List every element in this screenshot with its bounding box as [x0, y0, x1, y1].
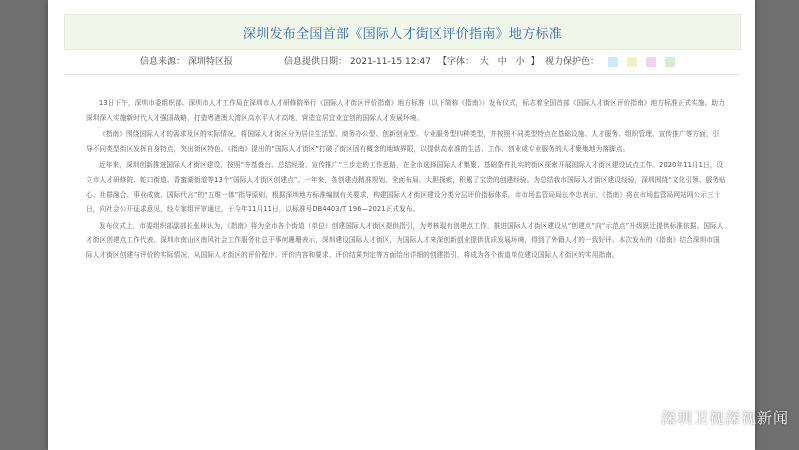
article-body [86, 96, 726, 265]
article-meta [48, 52, 755, 70]
wechat-icon [633, 409, 655, 427]
paragraph: 近年来，深圳创新推进国际人才街区建设，按照“夯基叠台、总结经验、宣传推广”三步走的工作思路，在全市选择国际人才集聚、基础条件扎实的街区探索开展国际人才街区建设试点工作。2020年11月1日，设立市人才研修院、蛇口街道、香蜜湖街道等13个“国际人才街区创建点”。一年来，各创建点精准规划、全面布局、大胆探索，积累了宝贵的创建经验。为总结我市国际人才街区建设经验，深圳围绕“文化引领、服务贴心、社群融合、事业成就、国际代言”的“五维一体”指导原则，根据深圳地方标准编制有关要求，构建国际人才街区建设分类分层评价指标体系。市市场监管局局长李忠表示，《指南》将在市场监管局网站网公示三十日，向社会公开征求意见，经专家组评审通过，于今年11月11日，以标准号DB4403/T 196—2021正式发布。 [86, 161, 726, 214]
font-small-button[interactable]: 小 [515, 57, 525, 67]
source-info [140, 54, 233, 67]
font-label: 【字体： [438, 57, 475, 67]
source-value: 深圳特区报 [187, 57, 233, 67]
paragraph: 《指南》围绕国际人才的需求及区的实际情况，将国际人才街区分为居住生活型、商务办公型、创新创业型、专业服务型四种类型，并按照不同类型特点在基础设施、人才服务、组织管理、宣传推广等方面，引导不同类型街区发挥自身特点，突出街区特色。《指南》提出的“国际人才街区”打破了街区固有概念的地域界限，以提供高水准的生活、工作、创业或专业服务的人才聚集地为落脚点。 [86, 130, 720, 153]
color-swatch-pink[interactable] [646, 57, 656, 67]
source-label: 信息来源： [140, 57, 186, 67]
font-medium-button[interactable]: 中 [497, 57, 507, 67]
vision-label: 视力保护色： [545, 57, 600, 67]
divider [64, 74, 739, 75]
watermark-text: 深圳卫视深视新闻 [660, 409, 789, 427]
paragraph: 13日下午，深圳市委组织部、深圳市人才工作局在深圳市人才研修院举行《国际人才街区评价指南》地方标准（以下简称《指南》）发布仪式，标志着全国首部《国际人才街区评价指南》地方标准正式实施。助力深圳深入实施新时代人才强国战略，打造粤港澳大湾区高水平人才高地，营造宜居宜业宜创的国际人才发展环境。 [86, 99, 725, 122]
title-bar [64, 14, 741, 50]
vision-protection [545, 54, 675, 67]
font-large-button[interactable]: 大 [479, 57, 489, 67]
paragraph: 发布仪式上，市委组织部副部长张林认为，《指南》将为全市各个街道（单位）创建国际人才街区提供指引，为考核现有创建点工作，推进国际人才街区建设从“创建点”向“示范点”升级跃迁提供标准依据。国际人才街区创建点工作代表、深圳市南山区南风社会工作服务社总干事何珊珊表示，深圳建设国际人才街区，为国际人才来深创新创业提供优质发展环境，得到了外籍人才的一致好评。本次发布的《指南》结合深圳市国际人才街区创建与评价的实际情况，从国际人才街区的评价程序、评价内容和要求、评价结果判定等方面给出详细的创建指引，将成为各个街道单位建设国际人才街区的实用指南。 [86, 221, 724, 259]
article-page [48, 0, 755, 450]
color-swatch-green[interactable] [665, 57, 675, 67]
color-swatch-blue[interactable] [608, 57, 618, 67]
font-size-controls [438, 54, 540, 67]
date-info [284, 54, 431, 67]
date-value: 2021-11-15 12:47 [349, 57, 431, 67]
article-title: 深圳发布全国首部《国际人才街区评价指南》地方标准 [242, 26, 563, 42]
font-close: 】 [530, 57, 540, 67]
color-swatch-yellow[interactable] [627, 57, 637, 67]
channel-watermark [633, 407, 789, 428]
date-label: 信息提供日期： [284, 57, 348, 67]
